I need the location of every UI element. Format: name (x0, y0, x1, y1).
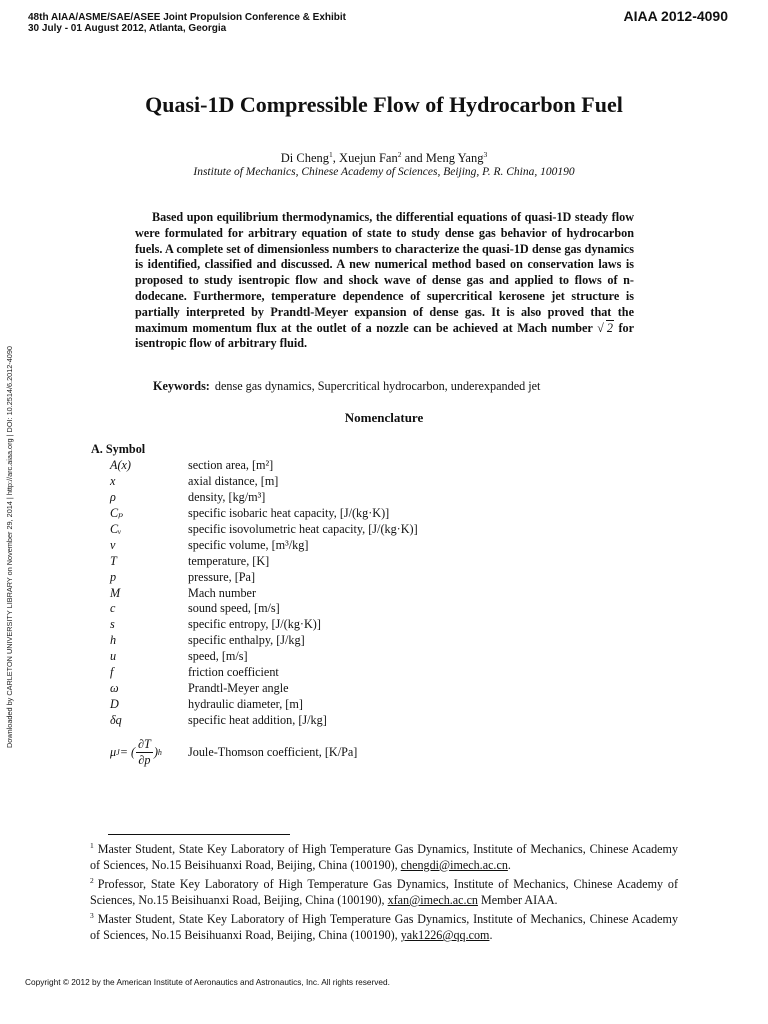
symbol: u (110, 649, 117, 664)
author-separator: and (401, 151, 426, 166)
symbol: v (110, 537, 116, 552)
symbol-row (110, 617, 670, 633)
derivative-numerator: ∂T (138, 736, 151, 751)
abstract-tail: for isentropic flow of arbitrary fluid. (135, 320, 635, 351)
author-name: Meng Yang (425, 151, 484, 166)
symbol-row (110, 490, 670, 506)
symbol-description: axial distance, [m] (188, 474, 279, 489)
symbol-description: sound speed, [m/s] (188, 601, 280, 616)
symbol-list (110, 458, 670, 774)
symbol-description: specific heat addition, [J/kg] (188, 712, 327, 727)
symbol-description: specific volume, [m³/kg] (188, 537, 309, 552)
partial-derivative (136, 737, 153, 768)
paper-title: Quasi-1D Compressible Flow of Hydrocarbon Fuel (145, 92, 623, 117)
symbol-description: specific enthalpy, [J/kg] (188, 633, 305, 648)
footnote-mark: 1 (90, 841, 94, 850)
symbol-row (110, 649, 670, 665)
close-paren: ) (153, 744, 158, 759)
symbol: M (110, 585, 121, 600)
symbol-row (110, 680, 670, 696)
symbol-row (110, 458, 670, 474)
constant-subscript: h (157, 747, 162, 757)
symbol-description: friction coefficient (188, 665, 279, 680)
symbol-row (110, 522, 670, 538)
email-link[interactable]: xfan@imech.ac.cn (387, 892, 478, 907)
keywords-text: dense gas dynamics, Supercritical hydrocarbon, underexpanded jet (214, 379, 541, 393)
conference-header (28, 12, 346, 34)
symbol-row (110, 506, 670, 522)
symbol: ρ (110, 490, 116, 505)
symbol-description: specific isobaric heat capacity, [J/(kg·K)] (188, 506, 390, 521)
author-name: Di Cheng (280, 151, 330, 166)
footnote-mark: 2 (90, 876, 94, 886)
abstract-text: Based upon equilibrium thermodynamics, the differential equations of quasi-1D steady flow were formulated for arbitrary equation of state to study dense gas behavior of hydrocarbon fuels. A complete set of dimensionless numbers to characterize the quasi-1D dense gas dynamics is identified, classified and discussed. A new numerical method based on conservation laws is proposed to study isentropic flow and shock wave of dense gas and applied to flows of n-dodecane. Furthermore, temperature dependence of supercritical kerosene jet structure is partially interpreted by Prandtl-Meyer expansion of dense gas. It is also proved that the maximum momentum flux at the outlet of a nozzle can be achieved at Mach number (135, 210, 634, 335)
symbol-description: pressure, [Pa] (188, 569, 256, 584)
footnote-after: . (489, 928, 493, 943)
symbol-subsection-heading: A. Symbol (91, 442, 146, 456)
footnote-divider (108, 834, 290, 835)
footnote-mark: 3 (90, 911, 94, 921)
symbol-row (110, 537, 670, 553)
copyright-notice: Copyright © 2012 by the American Institute of Aeronautics and Astronautics, Inc. All rights reserved. (25, 977, 390, 987)
symbol-description: density, [kg/m³] (188, 490, 266, 505)
email-link[interactable]: chengdi@imech.ac.cn (400, 857, 508, 872)
conference-name: 48th AIAA/ASME/SAE/ASEE Joint Propulsion Conference & Exhibit (28, 12, 347, 23)
footnotes (90, 838, 678, 944)
joule-thomson-symbol (110, 737, 188, 768)
symbol: Cᵥ (110, 522, 122, 536)
equals-paren: = ( (119, 744, 136, 759)
symbol-row (110, 601, 670, 617)
symbol: c (110, 601, 116, 616)
footnote (90, 838, 678, 873)
symbol-description: temperature, [K] (188, 553, 270, 568)
symbol-row (110, 474, 670, 490)
symbol-description: hydraulic diameter, [m] (188, 696, 303, 711)
paper-number: AIAA 2012-4090 (623, 8, 728, 24)
keywords-label: Keywords: (153, 379, 210, 393)
symbol-description: specific entropy, [J/(kg·K)] (188, 617, 321, 632)
footnote-after: Member AIAA. (477, 892, 558, 907)
symbol-row (110, 553, 670, 569)
symbol: h (110, 633, 117, 648)
symbol-description: Prandtl-Meyer angle (188, 680, 289, 695)
abstract (135, 210, 634, 352)
derivative-denominator: ∂p (138, 752, 151, 767)
symbol: D (110, 696, 119, 711)
symbol: p (110, 569, 117, 584)
symbol: s (110, 617, 115, 632)
symbol-row (110, 696, 670, 712)
symbol: A(x) (110, 458, 131, 473)
symbol-row (110, 585, 670, 601)
author-list (0, 150, 768, 166)
author-footnote-mark: 3 (483, 150, 488, 159)
footnote (90, 873, 678, 908)
keywords (153, 379, 540, 394)
sqrt-argument: 2 (606, 320, 613, 335)
symbol: Cₚ (110, 506, 124, 521)
mu-subscript: J (116, 747, 120, 757)
symbol-row (110, 665, 670, 681)
symbol: f (110, 665, 114, 680)
nomenclature-heading: Nomenclature (344, 410, 424, 425)
footnote-text: Master Student, State Key Laboratory of High Temperature Gas Dynamics, Institute of Mechanics, Chinese Academy of Sciences, No.15 Beisihuanxi Road, Beijing, China (100190), (90, 912, 678, 943)
symbol-description: section area, [m²] (188, 458, 274, 473)
symbol: δq (110, 712, 122, 727)
footnote-text: Professor, State Key Laboratory of High Temperature Gas Dynamics, Institute of Mechanics, Chinese Academy of Sciences, No.15 Beisihuanxi Road, Beijing, China (100190), (90, 877, 678, 907)
symbol-row (110, 712, 670, 728)
sqrt-symbol: √ (597, 320, 604, 335)
mu-symbol: μ (110, 744, 117, 759)
author-name: Xuejun Fan (339, 151, 398, 166)
author-footnote-mark: 1 (329, 150, 333, 159)
footnote-after: . (507, 857, 511, 872)
affiliation: Institute of Mechanics, Chinese Academy of Sciences, Beijing, P. R. China, 100190 (193, 166, 575, 178)
author-separator: , (332, 151, 340, 166)
symbol: ω (110, 680, 119, 695)
email-link[interactable]: yak1226@qq.com (400, 928, 490, 943)
symbol: T (110, 553, 117, 568)
conference-dates: 30 July - 01 August 2012, Atlanta, Georgia (28, 23, 227, 34)
symbol-row-joule-thomson (110, 730, 670, 774)
footnote-text: Master Student, State Key Laboratory of High Temperature Gas Dynamics, Institute of Mechanics, Chinese Academy of Sciences, No.15 Beisihuanxi Road, Beijing, China (100190), (90, 842, 678, 872)
download-sidebar-note: Downloaded by CARLETON UNIVERSITY LIBRARY on November 29, 2014 | http://arc.aiaa.org | DOI: 10.2514/6.2012-4090 (5, 346, 14, 748)
symbol: x (110, 474, 116, 489)
symbol-row (110, 569, 670, 585)
symbol-row (110, 633, 670, 649)
symbol-description: speed, [m/s] (188, 649, 248, 664)
symbol-description: Joule-Thomson coefficient, [K/Pa] (188, 744, 358, 759)
author-footnote-mark: 2 (397, 150, 402, 159)
symbol-description: Mach number (188, 585, 257, 600)
symbol-description: specific isovolumetric heat capacity, [J/(kg·K)] (188, 522, 418, 536)
footnote (90, 908, 678, 943)
